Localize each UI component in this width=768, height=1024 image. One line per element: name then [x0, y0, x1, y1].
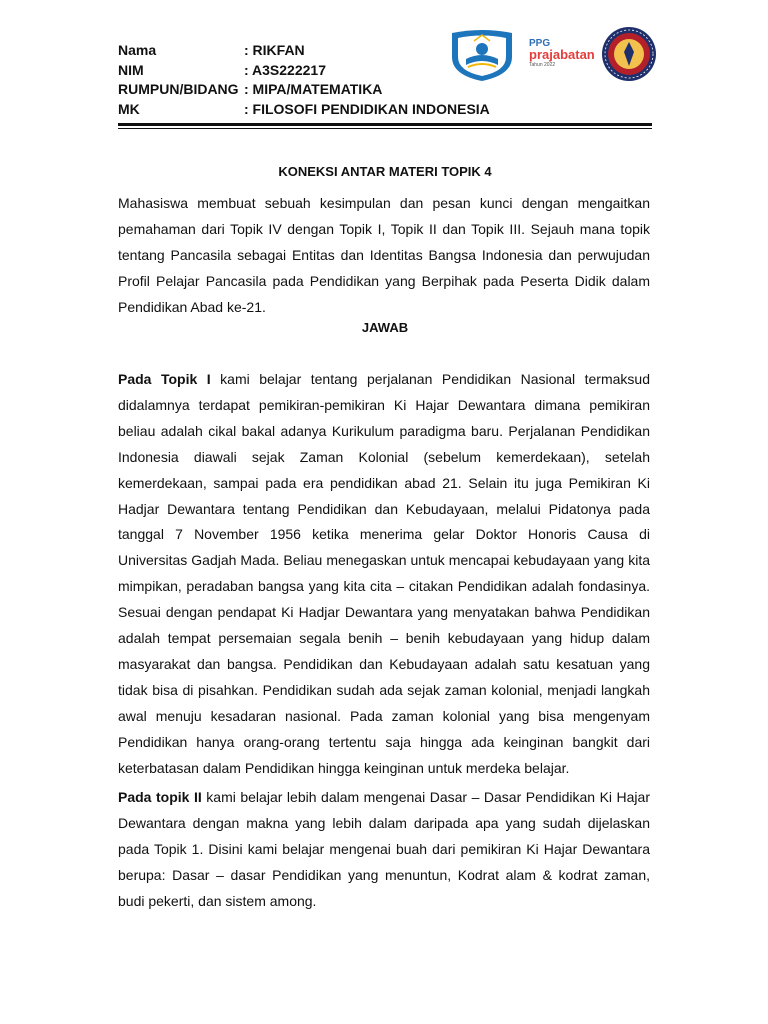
info-value: : FILOSOFI PENDIDIKAN INDONESIA: [244, 101, 490, 118]
kemdikbud-logo: [446, 29, 518, 83]
intro-paragraph: Mahasiswa membuat sebuah kesimpulan dan pesan kunci dengan mengaitkan pemahaman dari Topik IV dengan Topik I, Topik II dan Topik III. Sejauh mana topik tentang Pancasila sebagai Entitas dan Identitas Bangsa Indonesia dan perwujudan Profil Pelajar Pancasila pada Pendidikan yang Berpihak pada Peserta Didik dalam Pendidikan Abad ke-21.: [118, 195, 650, 315]
info-row-nim: [118, 61, 490, 81]
info-value: : RIKFAN: [244, 42, 305, 58]
info-label: RUMPUN/BIDANG: [118, 81, 239, 98]
info-row-name: [118, 41, 490, 61]
info-row-mk: [118, 100, 490, 120]
info-label: MK: [118, 101, 140, 118]
ppg-logo-text: Tahun 2022: [529, 62, 556, 68]
header-rule: [118, 128, 652, 129]
answer-heading: JAWAB: [361, 320, 409, 335]
paragraph-text: kami belajar tentang perjalanan Pendidikan Nasional termaksud didalamnya terdapat pemikiran-pemikiran Ki Hajar Dewantara dimana pemikiran beliau adalah cikal bakal adanya Kurikulum paradigma baru. Perjalanan Pendidikan Indonesia diawali sejak Zaman Kolonial (sebelum kemerdekaan), setelah kemerdekaan, sampai pada era pendidikan abad 21. Selain itu juga Pemikiran Ki Hadjar Dewantara tentang Pendidikan dan Kebudayaan, melalui Pidatonya pada tanggal 7 November 1956 ketika menerima gelar Doktor Honoris Causa di Universitas Gadjah Mada. Beliau menegaskan untuk mencapai kebudayaan yang kita mimpikan, peradaban bangsa yang kita cita – citakan Pendidikan adalah fondasinya. Sesuai dengan pendapat Ki Hadjar Dewantara yang menyatakan bahwa Pendidikan adalah tempat persemaian segala benih – benih kebudayaan yang hidup dalam masyarakat dan bangsa. Pendidikan dan Kebudayaan adalah satu kesatuan yang tidak bisa di pisahkan. Pendidikan sudah ada sejak zaman kolonial, menjadi langkah awal menuju kesadaran nasional. Pada zaman kolonial yang bisa mengenyam Pendidikan hanya orang-orang tertentu saja hingga ada keinginan bangkit dari keterbatasan dalam Pendidikan hingga keinginan untuk merdeka belajar.: [118, 371, 650, 776]
university-seal-logo: [601, 26, 657, 82]
ppg-logo-text: PPG: [529, 38, 551, 49]
ppg-logo-text: prajabatan: [529, 47, 595, 62]
paragraph-topik-2: [118, 785, 650, 915]
header-rule: [118, 123, 652, 126]
info-row-rumpun: [118, 80, 490, 100]
paragraph-lead: Pada Topik I: [118, 371, 211, 387]
paragraph-lead: Pada topik II: [118, 789, 202, 805]
info-label: Nama: [118, 42, 157, 58]
info-value: : MIPA/MATEMATIKA: [244, 81, 383, 98]
info-label: NIM: [118, 61, 144, 78]
paragraph-text: kami belajar lebih dalam mengenai Dasar – Dasar Pendidikan Ki Hajar Dewantara dengan makna yang lebih dalam daripada apa yang sudah dijelaskan pada Topik 1. Disini kami belajar mengenai buah dari pemikiran Ki Hajar Dewantara berupa: Dasar – dasar Pendidikan yang menuntun, Kodrat alam & kodrat zaman, budi pekerti, dan sistem among.: [118, 789, 650, 909]
ppg-prajabatan-logo: [529, 38, 595, 70]
student-info: [118, 41, 490, 120]
info-value: : A3S222217: [244, 61, 326, 78]
document-title: KONEKSI ANTAR MATERI TOPIK 4: [278, 164, 492, 179]
paragraph-topik-1: [118, 367, 650, 782]
